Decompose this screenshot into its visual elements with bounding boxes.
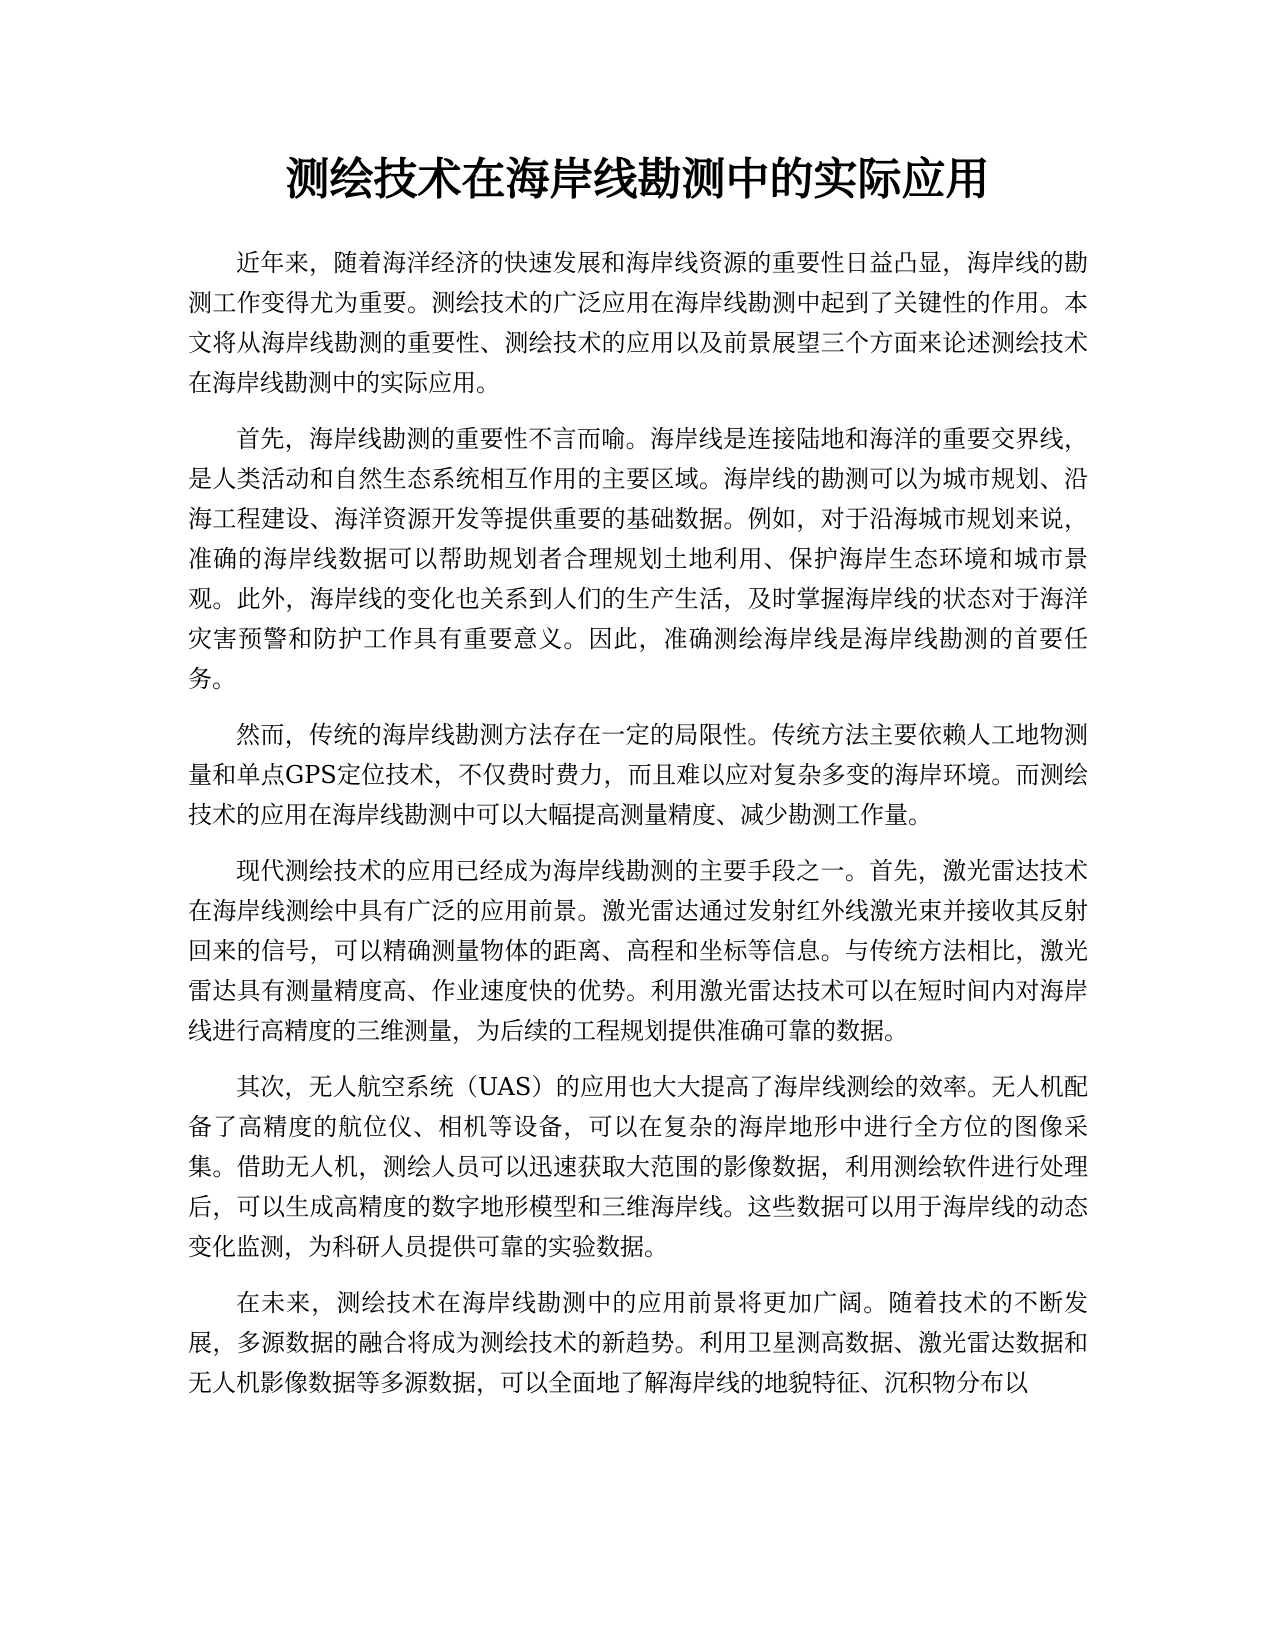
document-title: 测绘技术在海岸线勘测中的实际应用	[285, 154, 990, 205]
paragraph-uas: 其次，无人航空系统（UAS）的应用也大大提高了海岸线测绘的效率。无人机配备了高精度的航位仪、相机等设备，可以在复杂的海岸地形中进行全方位的图像采集。借助无人机，测绘人员可以迅速获取大范围的影像数据，利用测绘软件进行处理后，可以生成高精度的数字地形模型和三维海岸线。这些数据可以用于海岸线的动态变化监测，为科研人员提供可靠的实验数据。	[188, 1073, 1088, 1261]
paragraph-importance: 首先，海岸线勘测的重要性不言而喻。海岸线是连接陆地和海洋的重要交界线，是人类活动和自然生态系统相互作用的主要区域。海岸线的勘测可以为城市规划、沿海工程建设、海洋资源开发等提供重要的基础数据。例如，对于沿海城市规划来说，准确的海岸线数据可以帮助规划者合理规划土地利用、保护海岸生态环境和城市景观。此外，海岸线的变化也关系到人们的生产生活，及时掌握海岸线的状态对于海洋灾害预警和防护工作具有重要意义。因此，准确测绘海岸线是海岸线勘测的首要任务。	[188, 425, 1088, 693]
document-body	[188, 243, 1088, 1419]
paragraph-lidar: 现代测绘技术的应用已经成为海岸线勘测的主要手段之一。首先，激光雷达技术在海岸线测绘中具有广泛的应用前景。激光雷达通过发射红外线激光束并接收其反射回来的信号，可以精确测量物体的距离、高程和坐标等信息。与传统方法相比，激光雷达具有测量精度高、作业速度快的优势。利用激光雷达技术可以在短时间内对海岸线进行高精度的三维测量，为后续的工程规划提供准确可靠的数据。	[188, 857, 1088, 1045]
paragraph-limitations: 然而，传统的海岸线勘测方法存在一定的局限性。传统方法主要依赖人工地物测量和单点GPS定位技术，不仅费时费力，而且难以应对复杂多变的海岸环境。而测绘技术的应用在海岸线勘测中可以大幅提高测量精度、减少勘测工作量。	[188, 721, 1088, 829]
paragraph-intro: 近年来，随着海洋经济的快速发展和海岸线资源的重要性日益凸显，海岸线的勘测工作变得尤为重要。测绘技术的广泛应用在海岸线勘测中起到了关键性的作用。本文将从海岸线勘测的重要性、测绘技术的应用以及前景展望三个方面来论述测绘技术在海岸线勘测中的实际应用。	[188, 249, 1088, 397]
paragraph-future: 在未来，测绘技术在海岸线勘测中的应用前景将更加广阔。随着技术的不断发展，多源数据的融合将成为测绘技术的新趋势。利用卫星测高数据、激光雷达数据和无人机影像数据等多源数据，可以全面地了解海岸线的地貌特征、沉积物分布以	[188, 1289, 1088, 1397]
